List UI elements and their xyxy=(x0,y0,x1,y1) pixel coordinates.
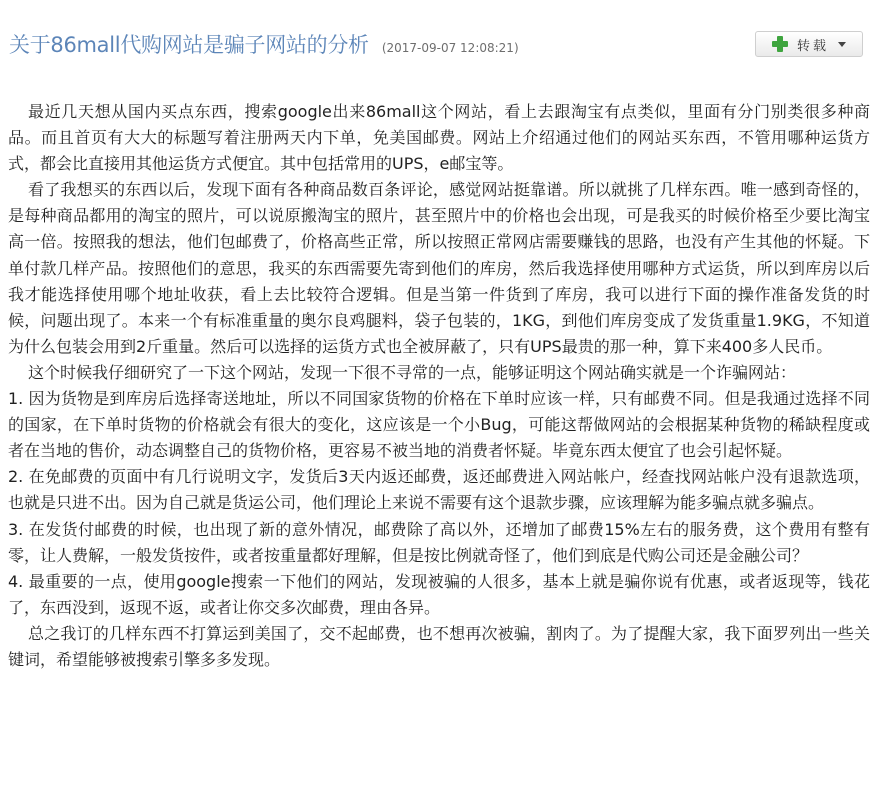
post-timestamp: (2017-09-07 12:08:21) xyxy=(381,41,519,55)
finding-item-2: 2. 在免邮费的页面中有几行说明文字，发货后3天内返还邮费，返还邮费进入网站帐户，经查找网站帐户没有退款选项，也就是只进不出。因为自己就是货运公司，他们理论上来说不需要有这个退款步骤，应该理解为能多骗点就多骗点。 xyxy=(8,467,870,513)
finding-item-3: 3. 在发货付邮费的时候，也出现了新的意外情况，邮费除了高以外，还增加了邮费15%左右的服务费，这个费用有整有零，让人费解，一般发货按件，或者按重量都好理解，但是按比例就奇怪了，他们到底是代购公司还是金融公司？ xyxy=(8,519,870,565)
finding-item-4: 4. 最重要的一点，使用google搜索一下他们的网站，发现被骗的人很多，基本上就是骗你说有优惠，或者返现等，钱花了，东西没到，返现不返，或者让你交多次邮费，理由各异。 xyxy=(8,571,870,617)
plus-icon xyxy=(772,36,788,52)
title-row xyxy=(9,29,519,59)
paragraph-findings-intro: 这个时候我仔细研究了一下这个网站，发现一下很不寻常的一点，能够证明这个网站确实就是一个诈骗网站： xyxy=(28,362,797,382)
finding-item-1: 1. 因为货物是到库房后选择寄送地址，所以不同国家货物的价格在下单时应该一样，只有邮费不同。但是我通过选择不同的国家，在下单时货物的价格就会有很大的变化，这应该是一个小Bug，可能这帮做网站的会根据某种货物的稀缺程度或者在当地的售价，动态调整自己的货物价格，更容易不被当地的消费者怀疑。毕竟东西太便宜了也会引起怀疑。 xyxy=(8,389,870,461)
post-header xyxy=(9,25,865,65)
paragraph-intro: 最近几天想从国内买点东西，搜索google出来86mall这个网站，看上去跟淘宝有点类似，里面有分门别类很多种商品。而且首页有大大的标题写着注册两天内下单，免美国邮费。网站上介绍通过他们的网站买东西，不管用哪种运货方式，都会比直接用其他运货方式便宜。其中包括常用的UPS，e邮宝等。 xyxy=(8,102,870,174)
paragraph-experience: 看了我想买的东西以后，发现下面有各种商品数百条评论，感觉网站挺靠谱。所以就挑了几样东西。唯一感到奇怪的，是每种商品都用的淘宝的照片，可以说原搬淘宝的照片，甚至照片中的价格也会出现，可是我买的时候价格至少要比淘宝高一倍。按照我的想法，他们包邮费了，价格高些正常，所以按照正常网店需要赚钱的思路，也没有产生其他的怀疑。下单付款几样产品。按照他们的意思，我买的东西需要先寄到他们的库房，然后我选择使用哪种方式运货，所以到库房以后我才能选择使用哪个地址收获，看上去比较符合逻辑。但是当第一件货到了库房，我可以进行下面的操作准备发货的时候，问题出现了。本来一个有标准重量的奥尔良鸡腿料，袋子包装的，1KG，到他们库房变成了发货重量1.9KG，不知道为什么包装会用到2斤重量。然后可以选择的运货方式也全被屏蔽了，只有UPS最贵的那一种，算下来400多人民币。 xyxy=(8,180,870,356)
paragraph-conclusion: 总之我订的几样东西不打算运到美国了，交不起邮费，也不想再次被骗，割肉了。为了提醒大家，我下面罗列出一些关键词，希望能够被搜索引擎多多发现。 xyxy=(8,623,870,669)
post-title: 关于86mall代购网站是骗子网站的分析 xyxy=(9,33,369,57)
caret-down-icon xyxy=(838,42,846,47)
repost-button[interactable] xyxy=(755,31,863,57)
post-body xyxy=(8,99,870,673)
repost-button-label: 转载 xyxy=(796,38,829,54)
